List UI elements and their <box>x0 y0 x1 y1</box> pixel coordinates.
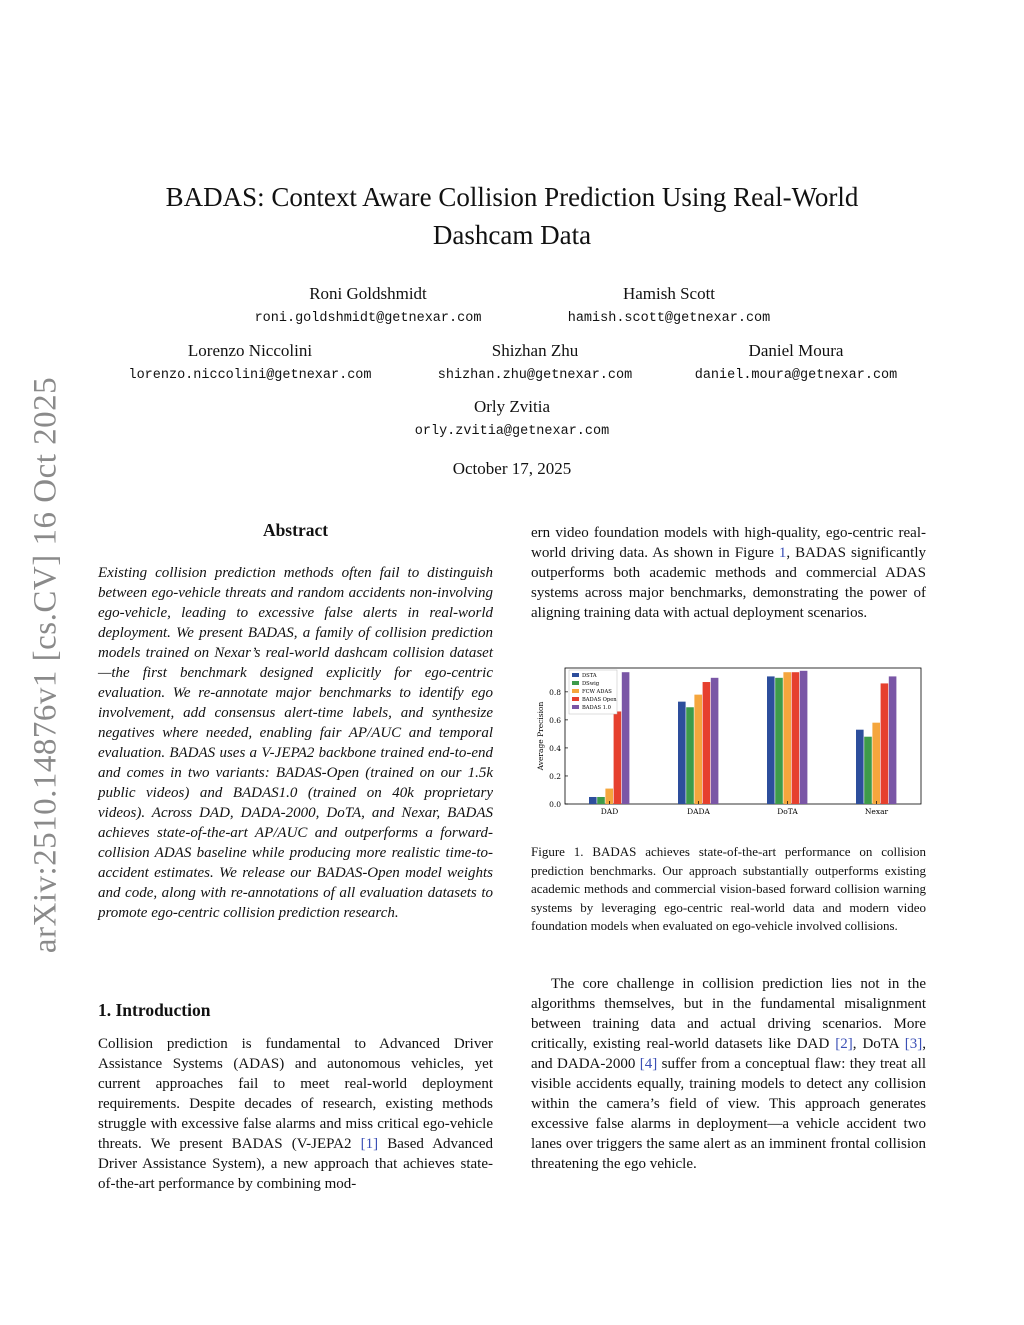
author-name: Daniel Moura <box>748 341 844 360</box>
abstract-text: Existing collision prediction methods often fail to distinguish between ego-vehicle threats and random accidents non-involving ego-vehicle, leading to excessive false alerts in real-world deployment. We present BADAS, a family of collision prediction models trained on Nexar’s real-world dashcam collision dataset—the first benchmark designed explicitly for ego-centric evaluation. We re-annotate major benchmarks to identify ego involvement, add consensus alert-time labels, and synthesize negatives where needed, enabling fair AP/AUC and temporal evaluation. BADAS uses a V-JEPA2 backbone trained end-to-end and comes in two variants: BADAS-Open (trained on our 1.5k public videos) and BADAS1.0 (trained on 40k proprietary videos). Across DAD, DADA-2000, DoTA, and Nexar, BADAS achieves state-of-the-art AP/AUC and outperforms a forward-collision ADAS baseline while producing more realistic time-to-accident estimates. We release our BADAS-Open model weights and code, along with re-annotations of all evaluation datasets to promote ego-centric collision prediction research. <box>98 565 493 921</box>
intro-heading: 1. Introduction <box>98 1000 211 1020</box>
legend-swatch <box>572 689 579 693</box>
y-axis-label: Average Precision <box>536 701 545 771</box>
text-run: ern video foundation models with high-quality, ego-centric real-world driving data. As shown in Figure <box>531 525 926 561</box>
author-name: Hamish Scott <box>622 284 716 303</box>
citation-link[interactable]: [1] <box>360 1136 379 1152</box>
intro-paragraph <box>98 1034 493 1194</box>
y-tick-label: 0.6 <box>549 715 561 725</box>
bar <box>864 737 872 804</box>
author-block <box>385 340 685 387</box>
bar <box>792 672 800 804</box>
text-run: , and DADA-2000 <box>531 1036 926 1072</box>
bar <box>614 711 622 804</box>
author-block <box>646 340 946 387</box>
bar <box>589 797 597 804</box>
text-run: , DoTA <box>852 1036 905 1052</box>
text-run: , BADAS significantly outperforms both academic methods and commercial ADAS systems across major benchmarks, demonstrating the power of aligning training data with actual deployment scenarios. <box>531 545 926 621</box>
author-name: Roni Goldshmidt <box>309 284 427 303</box>
text-run: The core challenge in collision prediction lies not in the algorithms themselves, but in the fundamental misalignment between training data and actual driving scenarios. More critically, existing real-world datasets like DAD <box>531 976 926 1052</box>
x-tick-label: DADA <box>687 807 710 816</box>
figure-1 <box>531 664 926 824</box>
y-tick-label: 0.8 <box>549 687 561 697</box>
legend-label: BADAS Open <box>582 697 617 703</box>
y-tick-label: 0.4 <box>549 743 561 753</box>
author-name: Shizhan Zhu <box>491 341 579 360</box>
citation-link[interactable]: [3] <box>904 1036 923 1052</box>
legend-swatch <box>572 673 579 677</box>
author-email[interactable]: roni.goldshmidt@getnexar.com <box>254 311 482 326</box>
bar <box>622 672 630 804</box>
right-paragraph-2 <box>531 974 926 1174</box>
text-run: suffer from a conceptual flaw: they treat all visible accidents equally, training models to detect any collision within the camera’s field of view. This approach generates excessive false alarms in deployment—a vehicle accident two lanes over triggers the same alert as an imminent frontal collision threatening the ego vehicle. <box>531 1056 926 1172</box>
bar <box>597 797 605 804</box>
bar <box>775 678 783 804</box>
bar <box>678 702 686 804</box>
title-line-2: Dashcam Data <box>432 220 592 250</box>
legend-label: BADAS 1.0 <box>582 705 611 711</box>
right-paragraph-1 <box>531 523 926 623</box>
bar <box>881 683 889 804</box>
bar <box>694 695 702 804</box>
legend-swatch <box>572 681 579 685</box>
x-tick-label: DoTA <box>777 807 798 816</box>
bar <box>856 730 864 804</box>
author-name: Lorenzo Niccolini <box>187 341 313 360</box>
citation-link[interactable]: [4] <box>639 1056 658 1072</box>
citation-link[interactable]: [2] <box>835 1036 853 1052</box>
bar <box>889 676 897 804</box>
bar <box>783 672 791 804</box>
abstract-heading: Abstract <box>262 520 329 540</box>
bar <box>800 671 808 804</box>
x-tick-label: Nexar <box>864 807 889 816</box>
author-email[interactable]: daniel.moura@getnexar.com <box>694 368 898 383</box>
figure-caption: Figure 1. BADAS achieves state-of-the-art performance on collision prediction benchmarks. Our approach substantially outperforms existing academic methods and commercial vision-based forward collision warning systems by leveraging ego-centric real-world data and modern video foundation models when evaluated on ego-vehicle involved collisions. <box>531 844 926 933</box>
legend-label: FCW ADAS <box>582 689 612 695</box>
figure-ref-link[interactable]: 1 <box>778 545 787 561</box>
bar <box>872 723 880 804</box>
bar <box>686 707 694 804</box>
legend-swatch <box>572 697 579 701</box>
arxiv-identifier: arXiv:2510.14876v1 [cs.CV] 16 Oct 2025 <box>27 376 64 954</box>
title-line-1: BADAS: Context Aware Collision Prediction Using Real-World <box>165 182 859 212</box>
y-tick-label: 0.2 <box>549 771 561 781</box>
paper-title <box>0 178 1024 254</box>
bar <box>711 678 719 804</box>
author-email[interactable]: shizhan.zhu@getnexar.com <box>437 368 633 383</box>
author-block <box>362 396 662 443</box>
text-run: Based Advanced Driver Assistance System), a new approach that achieves state-of-the-art performance by combining mod- <box>98 1136 493 1192</box>
legend-label: DSwig <box>582 681 600 687</box>
author-block <box>100 340 400 387</box>
paper-date: October 17, 2025 <box>452 459 572 478</box>
author-name: Orly Zvitia <box>473 397 550 416</box>
y-tick-label: 0.0 <box>549 800 561 809</box>
author-email[interactable]: lorenzo.niccolini@getnexar.com <box>128 368 372 383</box>
text-run: Collision prediction is fundamental to Advanced Driver Assistance Systems (ADAS) and autonomous vehicles, yet current approaches fail to meet real-world deployment requirements. Despite decades of research, existing methods struggle with excessive false alarms and miss critical ego-vehicle threats. We present BADAS (V-JEPA2 <box>98 1036 493 1152</box>
legend-label: DSTA <box>582 673 597 679</box>
author-email[interactable]: hamish.scott@getnexar.com <box>567 311 771 326</box>
author-block <box>519 283 819 330</box>
legend-swatch <box>572 705 579 709</box>
x-tick-label: DAD <box>600 807 619 816</box>
bar-chart <box>531 664 926 824</box>
bar <box>703 682 711 804</box>
author-block <box>218 283 518 330</box>
bar <box>767 676 775 804</box>
author-email[interactable]: orly.zvitia@getnexar.com <box>414 424 610 439</box>
